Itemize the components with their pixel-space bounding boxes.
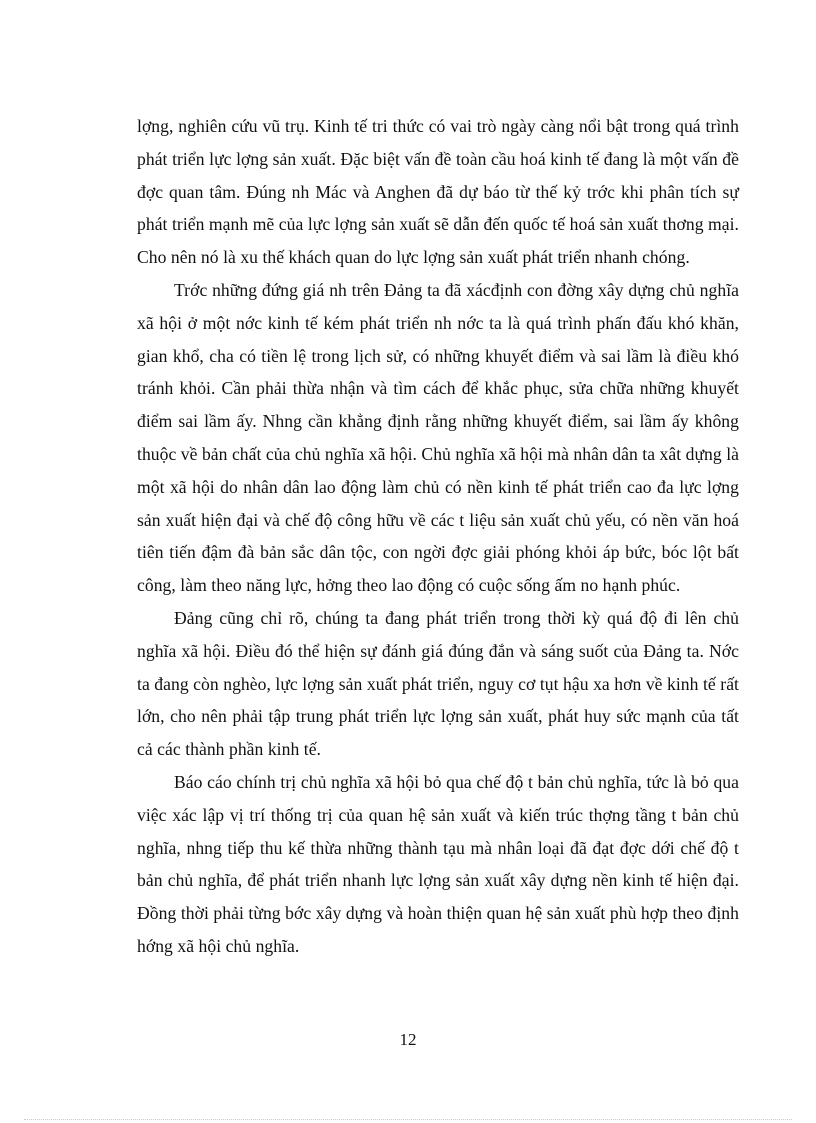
paragraph-1: lợng, nghiên cứu vũ trụ. Kinh tế tri thức có vai trò ngày càng nổi bật trong quá trình phát triển lực lợng sản xuất. Đặc biệt vấn đề toàn cầu hoá kinh tế đang là một vấn đề đợc quan tâm. Đúng nh Mác và Anghen đã dự báo từ thế kỷ trớc khi phân tích sự phát triển mạnh mẽ của lực lợng sản xuất sẽ dẫn đến quốc tế hoá sản xuất thơng mại. Cho nên nó là xu thế khách quan do lực lợng sản xuất phát triển nhanh chóng.	[137, 116, 739, 268]
paragraph-3: Đảng cũng chỉ rõ, chúng ta đang phát triển trong thời kỳ quá độ đi lên chủ nghĩa xã hội. Điều đó thể hiện sự đánh giá đúng đắn và sáng suốt của Đảng ta. Nớc ta đang còn nghèo, lực lợng sản xuất phát triển, nguy cơ tụt hậu xa hơn về kinh tế rất lớn, cho nên phải tập trung phát triển lực lợng sản xuất, phát huy sức mạnh của tất cả các thành phần kinh tế.	[137, 607, 739, 760]
page-number: 12	[399, 1030, 417, 1049]
body-text	[137, 110, 739, 963]
page-bottom-divider	[24, 1119, 792, 1120]
paragraph-2: Trớc những đứng giá nh trên Đảng ta đã xácđịnh con đờng xây dựng chủ nghĩa xã hội ở một nớc kinh tế kém phát triển nh nớc ta là quá trình phấn đấu khó khăn, gian khổ, cha có tiền lệ trong lịch sử, có những khuyết điểm và sai lầm là điều khó tránh khỏi. Cần phải thừa nhận và tìm cách để khắc phục, sửa chữa những khuyết điểm sai lầm ấy. Nhng cần khẳng định rằng những khuyết điểm, sai lầm ấy không thuộc về bản chất của chủ nghĩa xã hội. Chủ nghĩa xã hội mà nhân dân ta xât dựng là một xã hội do nhân dân lao động làm chủ có nền kinh tế phát triển cao đa lực lợng sản xuất hiện đại và chế độ công hữu về các t liệu sản xuất chủ yếu, có nền văn hoá tiên tiến đậm đà bản sắc dân tộc, con ngời đợc giải phóng khỏi áp bức, bóc lột bất công, làm theo năng lực, hởng theo lao động có cuộc sống ấm no hạnh phúc.	[137, 279, 739, 596]
paragraph-4: Báo cáo chính trị chủ nghĩa xã hội bỏ qua chế độ t bản chủ nghĩa, tức là bỏ qua việc xác lập vị trí thống trị của quan hệ sản xuất và kiến trúc thợng tầng t bản chủ nghĩa, nhng tiếp thu kế thừa những thành tạu mà nhân loại đã đạt đợc dới chế độ t bản chủ nghĩa, để phát triển nhanh lực lợng sản xuất xây dựng nền kinh tế hiện đại. Đồng thời phải từng bớc xây dựng và hoàn thiện quan hệ sản xuất phù hợp theo định hớng xã hội chủ nghĩa.	[137, 771, 739, 956]
